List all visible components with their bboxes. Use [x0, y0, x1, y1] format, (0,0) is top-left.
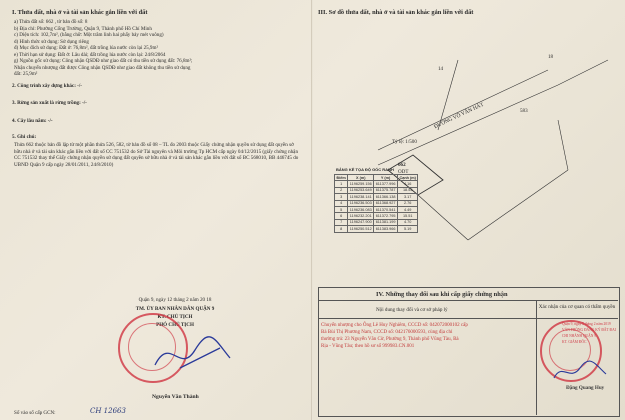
header-edge: Cạnh (m)	[399, 175, 416, 180]
cell: 5	[335, 206, 348, 212]
parcel-boundary-southeast	[468, 170, 568, 240]
diagram-label-14: 14	[438, 66, 444, 72]
cell: 1196259.156	[349, 182, 372, 187]
cell: 15.51	[397, 213, 417, 219]
change-line-1: Chuyển nhượng cho Ông Lê Huy Nghiêm, CCCD số: 042072000102 cấp	[321, 323, 468, 328]
confirmation-header: Xác nhận của cơ quan có thẩm quyền	[538, 304, 616, 310]
cell: 1196238.141	[349, 194, 372, 199]
stamp-line-3: CHI NHÁNH QUẬN 9	[562, 334, 597, 338]
cell: 1196236.083	[349, 207, 372, 212]
signing-date: Quận 9, ngày 12 tháng 2 năm 20 18	[138, 297, 212, 303]
origin-line-3: đất: 25,9m²	[14, 71, 38, 77]
cell: 611372.795	[375, 214, 396, 219]
cell: 611383.966	[375, 226, 396, 231]
road-edge-bottom	[378, 85, 558, 165]
signer-name: Nguyễn Văn Thành	[152, 394, 199, 400]
officer-name: Đặng Quang Huy	[566, 385, 605, 391]
cell: 2.76	[397, 200, 417, 206]
cell: 7	[335, 219, 348, 225]
change-line-4: Rịa - Vũng Tàu; theo hồ sơ số 999983.CN.001	[321, 344, 415, 349]
parcel-number-line: a) Thửa đất số: 662 , tờ bản đồ số: 8	[14, 19, 88, 25]
committee-name: TM. ỦY BAN NHÂN DÂN QUẬN 9	[135, 306, 215, 312]
stamp-line-2: VĂN PHÒNG ĐĂNG KÝ ĐẤT ĐAI	[562, 328, 616, 332]
signer-title-2: PHÓ CHỦ TỊCH	[156, 322, 194, 328]
cell: 3.17	[397, 194, 417, 200]
cell: 1196247.900	[349, 220, 372, 225]
origin-line-1: g) Nguồn gốc sử dụng: Công nhận QSDĐ như giao đất có thu tiền sử dụng đất: 76,8m²;	[14, 58, 193, 64]
change-line-3: thường trú: 23 Nguyễn Văn Cừ, Phường 9, Thành phố Vũng Tàu, Bà	[321, 337, 459, 342]
cell: 1196232.201	[349, 214, 372, 219]
cell: 4.49	[397, 206, 417, 212]
cell: 6	[335, 213, 348, 219]
cell: 4	[335, 200, 348, 206]
cell: 611370.541	[375, 207, 396, 212]
cell: 611368.927	[375, 201, 396, 206]
notes-label: 5. Ghi chú:	[12, 134, 37, 140]
cell: 8	[335, 226, 348, 232]
header-point: Điểm	[336, 175, 346, 180]
cell: 1	[335, 181, 348, 187]
section-4-divider	[318, 300, 618, 301]
usage-term-line: e) Thời hạn sử dụng: Đất ở: Lâu dài; đất trồng lúa nước còn lại: 24/8/2064	[14, 51, 166, 58]
area-line: c) Diện tích: 102,7m², (bằng chữ: Một trăm linh hai phẩy bảy mét vuông)	[14, 32, 164, 38]
usage-purpose-line: đ) Mục đích sử dụng: Đất ở: 76,8m², đất trồng lúa nước còn lại 25,9m²	[14, 45, 158, 51]
diagram-label-583: 583	[520, 108, 528, 114]
cell: 18.53	[397, 187, 417, 193]
parcel-boundary-south	[418, 195, 468, 240]
notes-paragraph: Thửa 662 thuộc bản đồ lập từ một phần thửa 526, 582, tờ bản đồ số 08 – TL đo 2003 thuộc Giấy chứng nhận quyền sử dụng đất quyền sở hữu nhà ở và tài sản khác gắn liền với đất số CC 751532 do Sở Tài nguyên và Môi trường Tp HCM cấp ngày 04/12/2015 (giấy chứng nhận CC 751532 thay thế Giấy chứng nhận quyền sử dụng đất quyền sở hữu nhà ở và tài sản khác gắn liền với đất số BC 568010, BB 446745 do UBND Quận 9 cấp ngày 28/01/2011, 24/8/2010)	[14, 142, 299, 168]
usage-form-line: d) Hình thức sử dụng: Sử dụng riêng	[14, 38, 89, 45]
cell: 2	[335, 187, 348, 193]
coordinate-table-title: BẢNG KÊ TỌA ĐỘ GÓC RANH	[336, 167, 394, 172]
cell: 3	[335, 194, 348, 200]
change-line-2: Bà Bùi Thị Phương Nam, CCCD số: 042176000593, cùng địa chỉ	[321, 330, 453, 335]
parcel-diagram	[318, 30, 618, 270]
cell: 611366.138	[375, 194, 396, 199]
signer-title-1: KT. CHỦ TỊCH	[157, 314, 193, 320]
coordinate-table	[334, 174, 418, 233]
street-label: ĐƯỜNG VÕ VĂN HÁT	[433, 101, 485, 131]
header-y: Y (m)	[374, 175, 398, 181]
cell: 4.16	[397, 181, 417, 187]
perennial-trees-line: 4. Cây lâu năm: -/-	[12, 118, 53, 124]
section-4-title: IV. Những thay đổi sau khi cấp giấy chứng nhận	[376, 291, 508, 298]
cell: 611375.787	[375, 188, 396, 193]
signature-left	[150, 330, 240, 380]
scale-label: Tỷ lệ: 1/500	[392, 139, 417, 145]
registry-label: Số vào sổ cấp GCN:	[14, 410, 56, 416]
cell: 4.70	[397, 219, 417, 225]
section-3-title: III. Sơ đồ thửa đất, nhà ở và tài sản khác gắn liền với đất	[318, 9, 474, 16]
address-line: b) Địa chỉ: Phường Cống Trường, Quận 9, Thành phố Hồ Chí Minh	[14, 25, 152, 32]
cell: 5.19	[397, 226, 417, 232]
origin-line-2: Nhận chuyển nhượng đất được Công nhận QSDĐ như giao đất không thu tiền sử dụng	[14, 64, 191, 71]
signature-right	[550, 360, 610, 384]
parcel-boundary-far-east	[558, 120, 568, 170]
stamp-line-4: KT. GIÁM ĐỐC	[562, 340, 587, 344]
registry-number: CH 12663	[90, 407, 126, 415]
other-construction-line: 2. Công trình xây dựng khác: -/-	[12, 83, 82, 89]
cell: 1196253.649	[349, 188, 372, 193]
cell: 611381.199	[375, 220, 396, 225]
table-row	[335, 226, 418, 232]
cell: 1196250.512	[349, 226, 372, 231]
diagram-label-18: 18	[548, 54, 554, 60]
section-1-title: I. Thửa đất, nhà ở và tài sản khác gắn liền với đất	[12, 9, 148, 16]
parcel-number-label: 662	[398, 162, 406, 168]
stamp-line-1: Quận 9, ngày 5 tháng 2 năm 2019	[562, 322, 611, 326]
cell: 1196236.503	[349, 201, 372, 206]
planted-forest-line: 3. Rừng sản xuất là rừng trồng: -/-	[12, 100, 87, 106]
header-divider	[318, 318, 618, 319]
cell: 611377.996	[375, 182, 396, 187]
header-x: X (m)	[348, 175, 374, 181]
parcel-type-label: ODT	[398, 169, 409, 175]
change-content-header: Nội dung thay đổi và cơ sở pháp lý	[376, 307, 448, 313]
parcel-boundary-east	[558, 60, 608, 85]
fold-line	[311, 0, 313, 420]
